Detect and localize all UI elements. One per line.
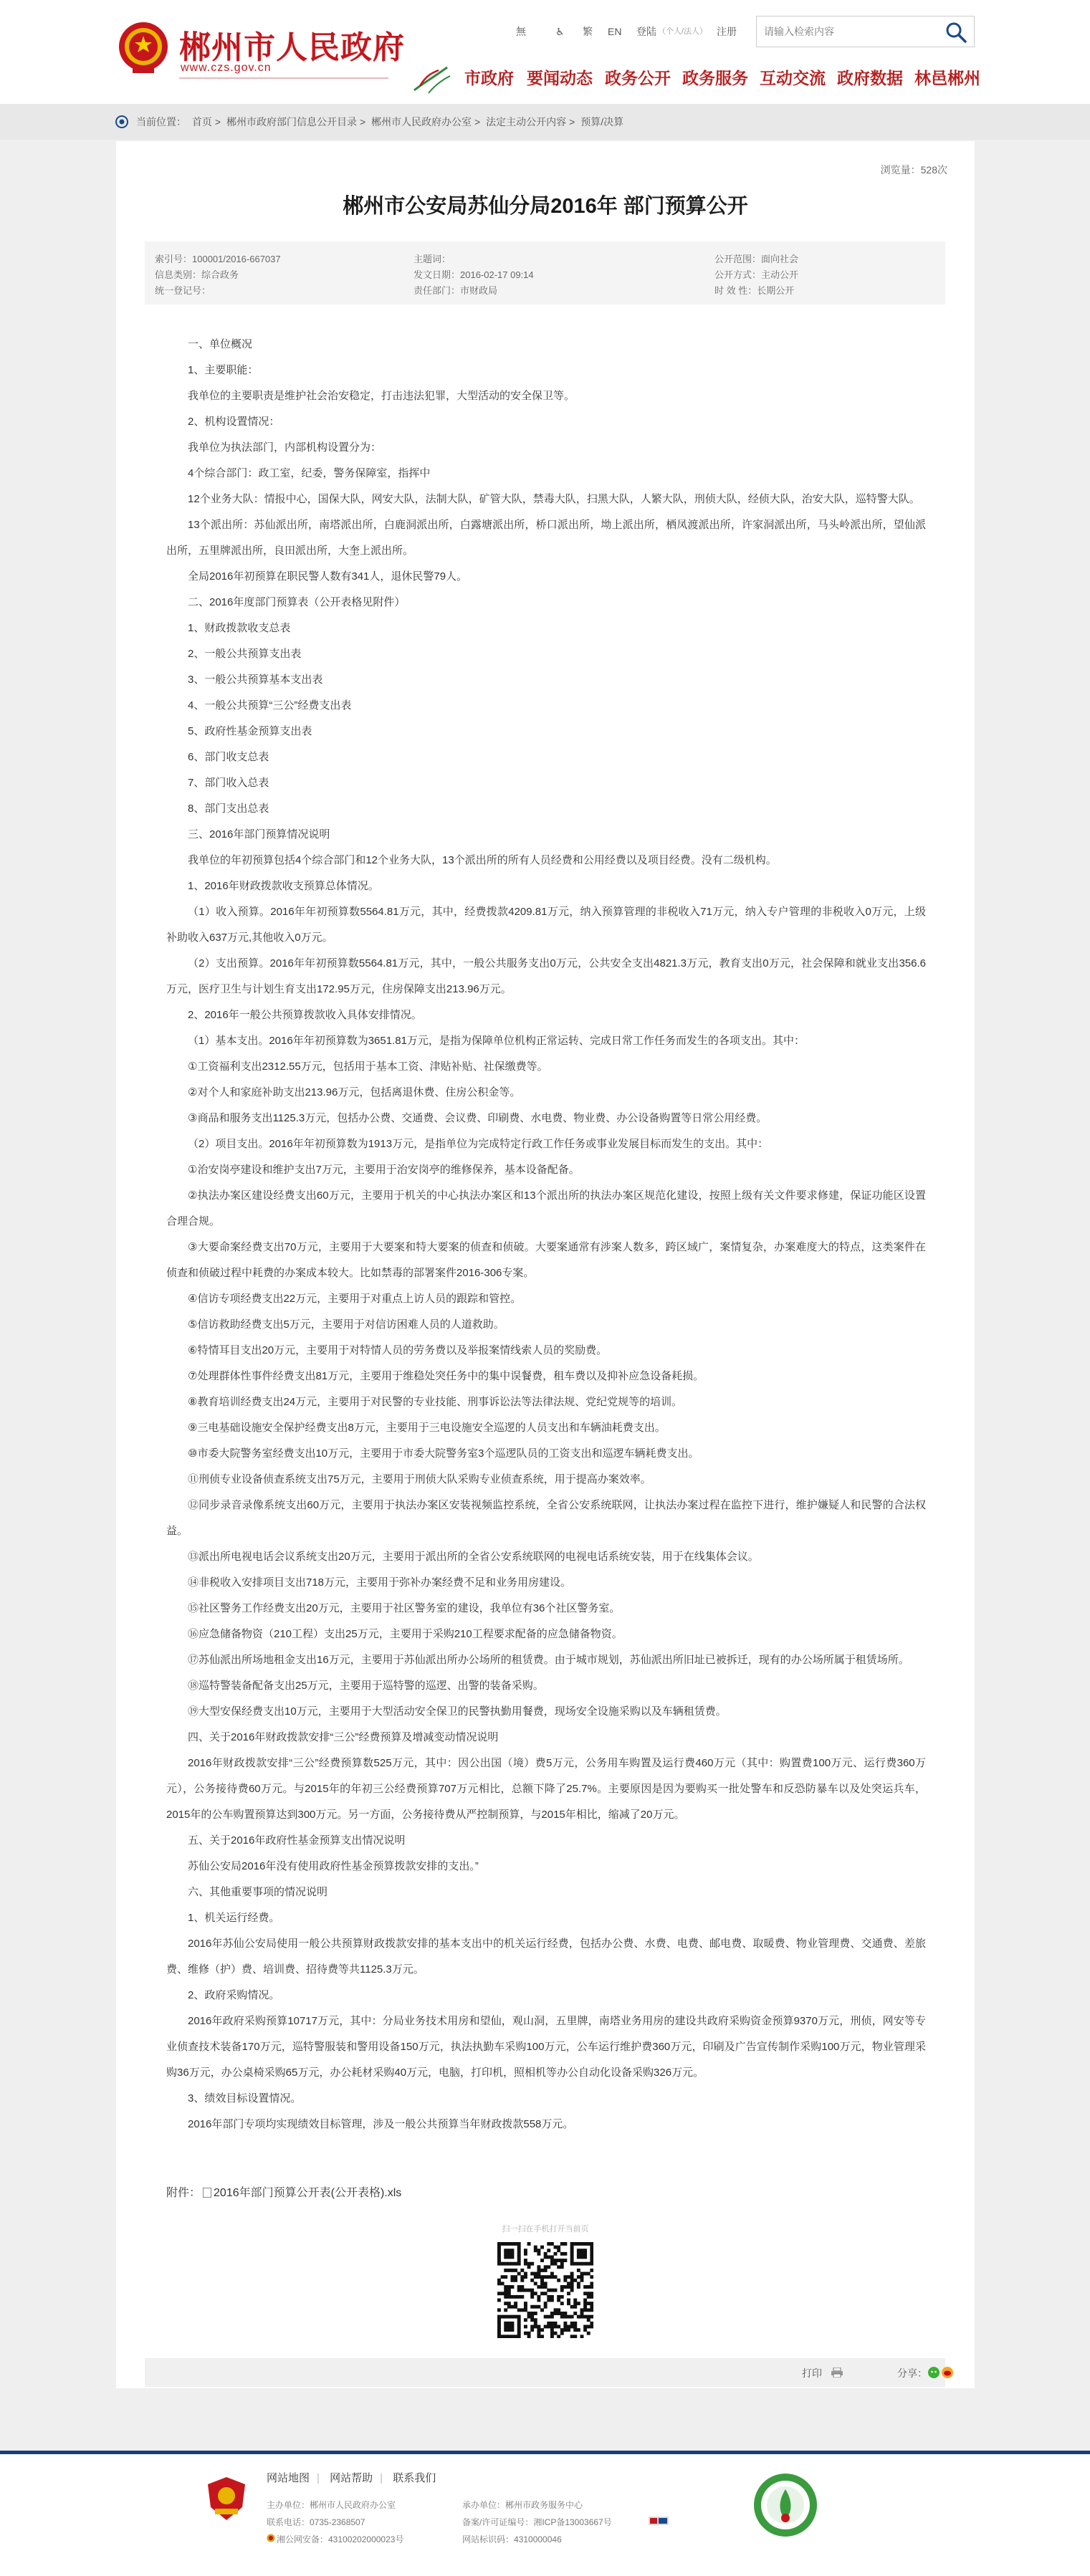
nav-item-linyi-chenzhou[interactable]: 林邑郴州 bbox=[914, 69, 980, 87]
footer-help-link[interactable]: 网站帮助 bbox=[330, 2472, 373, 2484]
article-paragraph: ⑲大型安保经费支出10万元，主要用于大型活动安全保卫的民警执勤用餐费，现场安全设施采购以及车辆租赁费。 bbox=[188, 1705, 727, 1718]
article-paragraph: ⑥特情耳目支出20万元，主要用于对特情人员的劳务费以及举报案情线索人员的奖励费。 bbox=[188, 1344, 608, 1356]
article-paragraph: 8、部门支出总表 bbox=[188, 803, 269, 815]
article-paragraph: 2、2016年一般公共预算拨款收入具体安排情况。 bbox=[188, 1009, 422, 1021]
article-paragraph: 1、2016年财政拨款收支预算总体情况。 bbox=[188, 880, 379, 892]
breadcrumb-label: 当前位置： bbox=[136, 116, 186, 128]
article-paragraph: ⑯应急储备物资（210工程）支出25万元，主要用于采购210工程要求配备的应急储备物资。 bbox=[188, 1628, 623, 1640]
meta-category: 信息类别：综合政务 bbox=[155, 269, 239, 280]
article-paragraph: 2、机构设置情况： bbox=[188, 416, 280, 428]
article-paragraph: ①治安岗亭建设和维护支出7万元，主要用于治安岗亭的维修保养，基本设备配备。 bbox=[188, 1164, 580, 1176]
breadcrumb-home[interactable]: 首页 bbox=[191, 116, 212, 128]
section-heading: 苏仙公安局2016年没有使用政府性基金预算拨款安排的支出。” bbox=[188, 1860, 479, 1872]
article-paragraph: ②执法办案区建设经费支出60万元，主要用于机关的中心执法办案区和13个派出所的执法办案区规范化建设，按照上级有关文件要求修建，保证功能区设置合理合规。 bbox=[166, 1189, 926, 1227]
qr-label: 扫一扫在手机打开当前页 bbox=[502, 2225, 589, 2233]
attachment-link[interactable]: 2016年部门预算公开表(公开表格).xls bbox=[214, 2187, 402, 2199]
article-paragraph: 2016年苏仙公安局使用一般公共预算财政拨款安排的基本支出中的机关运行经费，包括办公费、水费、电费、邮电费、取暖费、物业管理费、交通费、差旅费、维修（护）费、培训费、招待费等共1125.3万元。 bbox=[166, 1938, 926, 1976]
article-paragraph: ①工资福利支出2312.55万元，包括用于基本工资、津贴补贴、社保缴费等。 bbox=[188, 1060, 548, 1073]
article-body bbox=[166, 332, 926, 2137]
nav-item-gov-services[interactable]: 政务服务 bbox=[682, 69, 748, 87]
site-url: www.czs.gov.cn bbox=[181, 62, 272, 74]
section-heading: 二、2016年度部门预算表（公开表格见附件） bbox=[188, 596, 406, 608]
search-input[interactable] bbox=[764, 24, 936, 39]
search-icon[interactable] bbox=[945, 21, 967, 44]
qr-code-icon bbox=[497, 2242, 593, 2338]
article-paragraph: ⑭非税收入安排项目支出718万元，主要用于弥补办案经费不足和业务用房建设。 bbox=[188, 1576, 572, 1589]
document-meta bbox=[145, 241, 945, 305]
view-count: 浏览量：528次 bbox=[880, 164, 947, 176]
article-paragraph: 2、一般公共预算支出表 bbox=[188, 648, 302, 660]
article-paragraph: ⑤信访救助经费支出5万元，主要用于对信访困难人员的人道救助。 bbox=[188, 1318, 505, 1331]
meta-unified-no: 统一登记号： bbox=[155, 285, 211, 296]
article-paragraph: ⑧教育培训经费支出24万元，主要用于对民警的专业技能、刑事诉讼法等法律法规、党纪党规等的培训。 bbox=[188, 1396, 683, 1408]
wechat-icon[interactable] bbox=[928, 2367, 940, 2378]
print-button[interactable]: 打印 bbox=[802, 2367, 822, 2379]
accessibility-link[interactable]: 無 bbox=[516, 26, 526, 37]
article-paragraph: （1）基本支出。2016年年初预算数为3651.81万元，是指为保障单位机构正常运转、完成日常工作任务而发生的各项支出。其中： bbox=[188, 1035, 805, 1047]
article-paragraph: 我单位为执法部门，内部机构设置分为： bbox=[188, 441, 382, 454]
breadcrumb-bar bbox=[0, 104, 1090, 140]
footer-host: 主办单位：郴州市人民政府办公室 bbox=[267, 2500, 396, 2510]
share-bar bbox=[145, 2358, 945, 2387]
breadcrumb-office[interactable]: 郴州市人民政府办公室 bbox=[371, 116, 472, 128]
footer-icp[interactable]: 备案/许可证编号：湘ICP备13003667号 bbox=[462, 2517, 612, 2527]
article-paragraph: ⑪刑侦专业设备侦查系统支出75万元，主要用于刑侦大队采购专业侦查系统，用于提高办案效率。 bbox=[188, 1473, 651, 1485]
article-paragraph: 4个综合部门：政工室，纪委，警务保障室，指挥中 bbox=[188, 467, 431, 479]
english-link[interactable]: EN bbox=[608, 26, 622, 37]
article-paragraph: ⑩市委大院警务室经费支出10万元，主要用于市委大院警务室3个巡逻队员的工资支出和巡逻车辆耗费支出。 bbox=[188, 1447, 699, 1460]
footer-contact-link[interactable]: 联系我们 bbox=[393, 2472, 436, 2484]
nav-item-gov-affairs-open[interactable]: 政务公开 bbox=[605, 69, 671, 87]
article-paragraph: 6、部门收支总表 bbox=[188, 751, 269, 763]
article-paragraph: 7、部门收入总表 bbox=[188, 777, 269, 789]
article-paragraph: 全局2016年初预算在职民警人数有341人，退休民警79人。 bbox=[188, 570, 468, 583]
footer-links: 网站地图 | 网站帮助 | 联系我们 bbox=[267, 2472, 436, 2484]
section-heading: 1、机关运行经费。 bbox=[188, 1912, 280, 1924]
article-paragraph: ③大要命案经费支出70万元，主要用于大要案和特大要案的侦查和侦破。大要案通常有涉案人数多，跨区域广，案情复杂，办案难度大的特点，这类案件在侦查和侦破过程中耗费的办案成本较大。比如禁毒的部署案件2016-306专案。 bbox=[166, 1241, 926, 1279]
page-title: 郴州市公安局苏仙分局2016年 部门预算公开 bbox=[343, 195, 748, 218]
article-paragraph: 2016年财政拨款安排“三公”经费预算数525万元，其中：因公出国（境）费5万元，公务用车购置及运行费460万元（其中：购置费100万元、运行费360万元），公务接待费60万元。与2015年的年初三公经费预算707万元相比，总额下降了25.7%。主要原因是因为要购买一批处警车和反恐防暴车以及处突运兵车，2015年的公车购置预算达到300万元。另一方面，公务接待费从严控制预算，与2015年相比，缩减了20万元。 bbox=[166, 1757, 926, 1821]
article-paragraph: 2016年政府采购预算10717万元，其中：分局业务技术用房和望仙，观山洞，五里牌，南塔业务用房的建设共政府采购资金预算9370万元，刑侦，网安等专业侦查技术装备170万元，巡特警服装和警用设备150万元，执法执勤车采购100万元，公车运行维护费360万元，印刷及广告宣传制作采购100万元，物业管理采购36万元，办公桌椅采购65万元，办公耗材采购40万元，电脑，打印机，照相机等办公自动化设备采购326万元。 bbox=[166, 2015, 926, 2079]
site-title[interactable]: 郴州市人民政府 bbox=[179, 30, 405, 65]
logo-underline bbox=[179, 77, 388, 79]
elder-mode-link[interactable]: ♿ bbox=[555, 26, 565, 37]
attachment-file-icon bbox=[203, 2188, 211, 2198]
article-paragraph: （1）收入预算。2016年年初预算数5564.81万元，其中，经费拨款4209.81万元，纳入预算管理的非税收入71万元，纳入专户管理的非税收入0万元，上级补助收入637万元,其他收入0万元。 bbox=[166, 906, 926, 944]
nav-decoration-icon bbox=[410, 62, 453, 96]
section-heading: 一、单位概况 bbox=[188, 338, 253, 350]
article-paragraph: 六、其他重要事项的情况说明 bbox=[188, 1886, 328, 1898]
article-paragraph: 我单位的年初预算包括4个综合部门和12个业务大队，13个派出所的所有人员经费和公用经费以及项目经费。没有二级机构。 bbox=[188, 854, 777, 866]
section-heading: 三、2016年部门预算情况说明 bbox=[188, 828, 330, 841]
register-link[interactable]: 注册 bbox=[717, 26, 737, 37]
meta-responsible: 责任部门：市财政局 bbox=[413, 285, 498, 296]
login-link[interactable]: 登陆 bbox=[636, 26, 656, 37]
breadcrumb: 当前位置： 首页 > 郴州市政府部门信息公开目录 > 郴州市人民政府办公室 > 法定主动公开内容 > 预算/决算 bbox=[136, 116, 624, 128]
article-paragraph: ⑦处理群体性事件经费支出81万元，主要用于维稳处突任务中的集中误餐费，租车费以及抑补应急设备耗损。 bbox=[188, 1370, 704, 1382]
footer-phone: 联系电话：0735-2368507 bbox=[267, 2517, 365, 2527]
site-header bbox=[0, 0, 1090, 104]
site-footer bbox=[0, 2451, 1090, 2576]
meta-scope: 公开范围：面向社会 bbox=[714, 254, 799, 264]
article-paragraph: ⑰苏仙派出所场地租金支出16万元，主要用于苏仙派出所办公场所的租赁费。由于城市规划，苏仙派出所旧址已被拆迁，现有的办公场所属于租赁场所。 bbox=[188, 1654, 909, 1666]
article-paragraph: 3、绩效目标设置情况。 bbox=[188, 2092, 302, 2105]
article-paragraph: 1、财政拨款收支总表 bbox=[188, 622, 291, 634]
breadcrumb-budget[interactable]: 预算/决算 bbox=[580, 116, 624, 128]
attachment-label: 附件： bbox=[166, 2187, 201, 2199]
breadcrumb-directory[interactable]: 郴州市政府部门信息公开目录 bbox=[226, 116, 357, 128]
printer-icon[interactable] bbox=[831, 2367, 843, 2378]
footer-sitemap-link[interactable]: 网站地图 bbox=[267, 2472, 310, 2484]
location-pin-icon bbox=[115, 115, 129, 129]
party-gov-badge-icon[interactable] bbox=[206, 2476, 247, 2522]
meta-index-no: 索引号：100001/2016-667037 bbox=[155, 254, 281, 264]
meta-validity: 时 效 性：长期公开 bbox=[714, 285, 795, 296]
article-paragraph: 四、关于2016年财政拨款安排“三公”经费预算及增减变动情况说明 bbox=[188, 1731, 499, 1743]
article-paragraph: 12个业务大队：情报中心，国保大队，网安大队，法制大队，矿管大队，禁毒大队，扫黑大队，人繁大队，刑侦大队，经侦大队，治安大队，巡特警大队。 bbox=[188, 493, 920, 505]
article-paragraph: ⑨三电基础设施安全保护经费支出8万元，主要用于三电设施安全巡逻的人员支出和车辆油耗费支出。 bbox=[188, 1422, 666, 1434]
article-paragraph: （2）支出预算。2016年年初预算数5564.81万元，其中，一般公共服务支出0万元，公共安全支出4821.3万元，教育支出0万元，社会保障和就业支出356.6万元，医疗卫生与计划生育支出172.95万元，住房保障支出213.96万元。 bbox=[166, 957, 926, 995]
article-paragraph: 2016年部门专项均实现绩效目标管理，涉及一般公共预算当年财政拨款558万元。 bbox=[188, 2118, 574, 2130]
traditional-chinese-link[interactable]: 繁 bbox=[583, 26, 593, 37]
article-paragraph: 4、一般公共预算“三公”经费支出表 bbox=[188, 699, 352, 712]
footer-organizer: 承办单位：郴州市政务服务中心 bbox=[462, 2500, 583, 2510]
article-paragraph: 五、关于2016年政府性基金预算支出情况说明 bbox=[188, 1834, 406, 1847]
nav-item-news[interactable]: 要闻动态 bbox=[527, 69, 593, 87]
article-paragraph: （2）项目支出。2016年年初预算数为1913万元，是指单位为完成特定行政工作任务或事业发展目标而发生的支出。其中： bbox=[188, 1138, 769, 1150]
icp-badge-icon bbox=[649, 2517, 669, 2525]
meta-method: 公开方式：主动公开 bbox=[714, 269, 799, 280]
article-paragraph: 我单位的主要职责是维护社会治安稳定，打击违法犯罪，大型活动的安全保卫等。 bbox=[188, 390, 575, 402]
article-paragraph: 5、政府性基金预算支出表 bbox=[188, 725, 312, 737]
weibo-icon[interactable] bbox=[942, 2367, 953, 2378]
article-paragraph: ③商品和服务支出1125.3万元，包括办公费、交通费、会议费、印刷费、水电费、物业费、办公设备购置等日常公用经费。 bbox=[188, 1112, 768, 1124]
article-paragraph: ⑮社区警务工作经费支出20万元，主要用于社区警务室的建设，我单位有36个社区警务室。 bbox=[188, 1602, 621, 1614]
gov-website-error-seal-icon[interactable] bbox=[752, 2472, 818, 2538]
article-paragraph: ⑬派出所电视电话会议系统支出20万元，主要用于派出所的全省公安系统联网的电视电话系统安装，用于在线集体会议。 bbox=[188, 1551, 759, 1563]
nav-item-city-government[interactable]: 市政府 bbox=[464, 69, 514, 87]
login-hint: （个人/法人） bbox=[658, 27, 708, 36]
breadcrumb-statutory[interactable]: 法定主动公开内容 bbox=[486, 116, 567, 128]
article-paragraph: ⑫同步录音录像系统支出60万元，主要用于执法办案区安装视频监控系统，全省公安系统联网，让执法办案过程在监控下进行，维护嫌疑人和民警的合法权益。 bbox=[166, 1499, 926, 1537]
nav-item-interaction[interactable]: 互动交流 bbox=[760, 69, 826, 87]
police-badge-icon bbox=[267, 2534, 275, 2542]
article-container bbox=[116, 141, 975, 2388]
footer-site-code: 网站标识码：4310000046 bbox=[462, 2534, 562, 2544]
meta-subject: 主题词： bbox=[413, 254, 451, 264]
share-label: 分享： bbox=[897, 2367, 927, 2379]
nav-item-gov-data[interactable]: 政府数据 bbox=[837, 69, 903, 87]
search-box bbox=[756, 16, 975, 47]
footer-police-record[interactable]: 湘公网安备：43100202000023号 bbox=[277, 2534, 404, 2544]
national-emblem-icon[interactable] bbox=[117, 20, 170, 76]
meta-issue-date: 发文日期：2016-02-17 09:14 bbox=[413, 269, 534, 280]
section-heading: 2、政府采购情况。 bbox=[188, 1989, 280, 2001]
article-paragraph: ②对个人和家庭补助支出213.96万元，包括离退休费、住房公积金等。 bbox=[188, 1086, 521, 1098]
article-paragraph: 1、主要职能： bbox=[188, 364, 259, 376]
attachment bbox=[166, 2183, 401, 2200]
article-paragraph: ⑱巡特警装备配备支出25万元，主要用于巡特警的巡逻、出警的装备采购。 bbox=[188, 1680, 544, 1692]
article-paragraph: ④信访专项经费支出22万元，主要用于对重点上访人员的跟踪和管控。 bbox=[188, 1293, 522, 1305]
article-paragraph: 13个派出所：苏仙派出所，南塔派出所，白鹿洞派出所，白露塘派出所，桥口派出所，坳上派出所，栖凤渡派出所，许家洞派出所，马头岭派出所，望仙派出所，五里牌派出所，良田派出所，大奎上派出所。 bbox=[166, 519, 926, 557]
article-paragraph: 3、一般公共预算基本支出表 bbox=[188, 674, 323, 686]
